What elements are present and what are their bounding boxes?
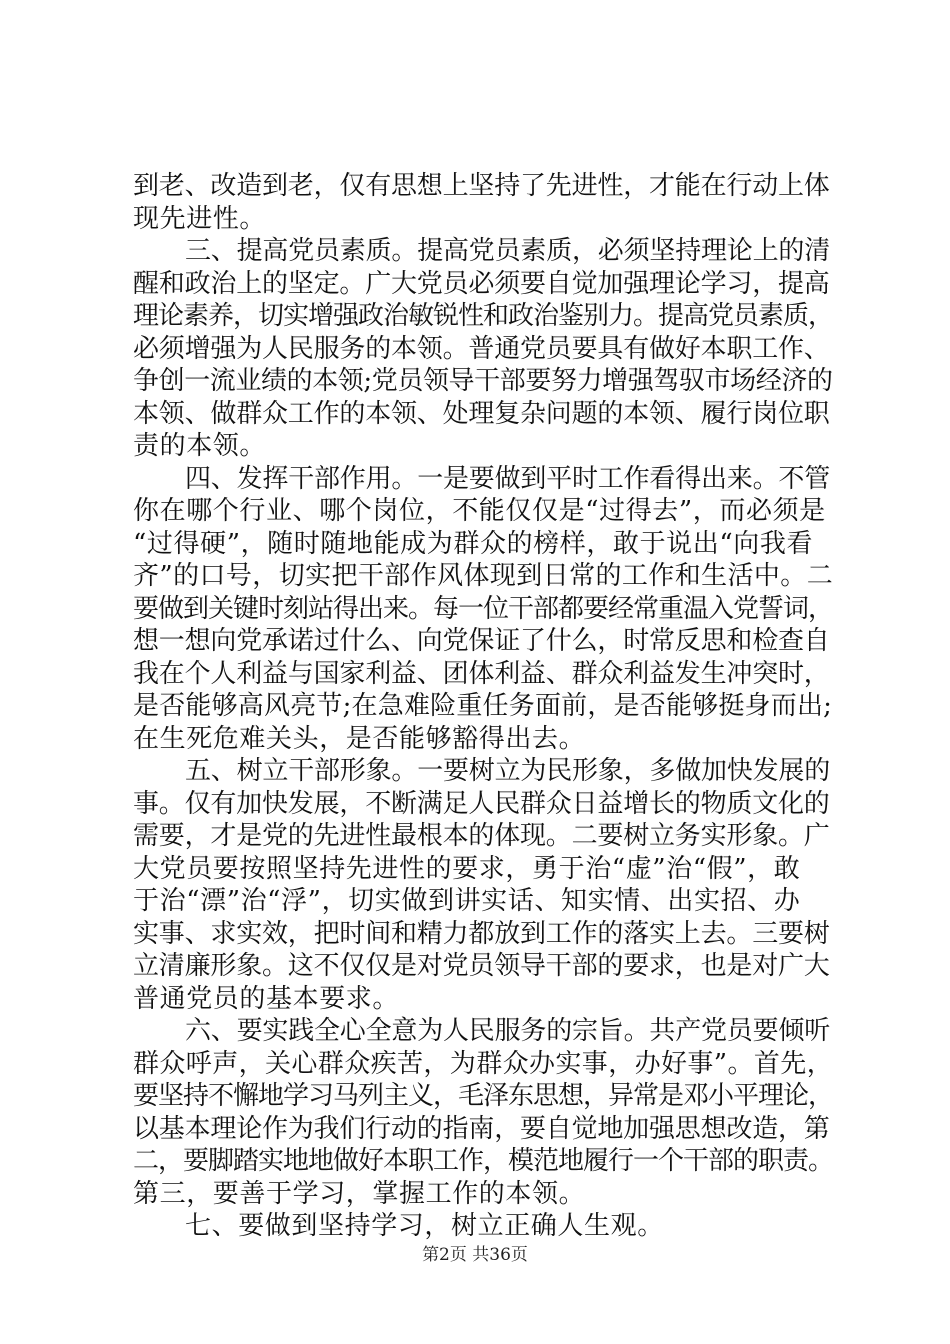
text-line: 普通党员的基本要求。 (133, 983, 400, 1014)
text-line: 争创一流业绩的本领;党员领导干部要努力增强驾驭市场经济的 (133, 366, 833, 396)
text-line: 事。仅有加快发展，不断满足人民群众日益增长的物质文化的 (133, 788, 830, 819)
text-line: “过得硬”，随时随地能成为群众的榜样，敢于说出“向我看 (133, 528, 814, 559)
text-line: 本领、做群众工作的本领、处理复杂问题的本领、履行岗位职 (133, 398, 830, 429)
text-line: 群众呼声，关心群众疾苦，为群众办实事，办好事”。首先， (133, 1048, 834, 1079)
paragraph-first-line: 四、发挥干部作用。一是要做到平时工作看得出来。不管 (185, 463, 831, 494)
text-line: 大党员要按照坚持先进性的要求，勇于治“虚”治“假”，敢 (133, 853, 801, 884)
text-line: 二，要脚踏实地地做好本职工作，模范地履行一个干部的职责。 (133, 1146, 834, 1176)
text-line: 立清廉形象。这不仅仅是对党员领导干部的要求，也是对广大 (133, 951, 830, 981)
text-line: 以基本理论作为我们行动的指南，要自觉地加强思想改造，第 (133, 1113, 830, 1144)
text-line: 必须增强为人民服务的本领。普通党员要具有做好本职工作、 (133, 333, 830, 364)
text-line: 醒和政治上的坚定。广大党员必须要自觉加强理论学习，提高 (133, 268, 830, 299)
text-line: 于治“漂”治“浮”，切实做到讲实话、知实情、出实招、办 (133, 886, 801, 916)
text-line: 理论素养，切实增强政治敏锐性和政治鉴别力。提高党员素质， (133, 301, 834, 331)
text-line: 在生死危难关头，是否能够豁得出去。 (133, 723, 586, 754)
text-line: 我在个人利益与国家利益、团体利益、群众利益发生冲突时， (133, 658, 830, 689)
text-line: 实事、求实效，把时间和精力都放到工作的落实上去。三要树 (133, 918, 830, 949)
text-line: 齐”的口号，切实把干部作风体现到日常的工作和生活中。二 (133, 561, 834, 591)
text-line: 你在哪个行业、哪个岗位，不能仅仅是“过得去”，而必须是 (133, 496, 826, 526)
text-line: 现先进性。 (133, 203, 267, 234)
text-line: 是否能够高风亮节;在急难险重任务面前，是否能够挺身而出; (133, 691, 833, 721)
text-line: 要坚持不懈地学习马列主义，毛泽东思想，异常是邓小平理论， (133, 1081, 834, 1111)
paragraph-first-line: 五、树立干部形象。一要树立为民形象，多做加快发展的 (185, 756, 831, 786)
text-line: 责的本领。 (133, 431, 267, 461)
paragraph-first-line: 三、提高党员素质。提高党员素质，必须坚持理论上的清 (185, 236, 831, 266)
paragraph-first-line: 七、要做到坚持学习，树立正确人生观。 (185, 1211, 664, 1241)
text-line: 要做到关键时刻站得出来。每一位干部都要经常重温入党誓词， (133, 593, 834, 624)
text-line: 第三，要善于学习，掌握工作的本领。 (133, 1178, 586, 1209)
text-line: 需要，才是党的先进性最根本的体现。二要树立务实形象。广 (133, 821, 830, 851)
paragraph-first-line: 六、要实践全心全意为人民服务的宗旨。共产党员要倾听 (185, 1016, 831, 1046)
page-footer: 第2页 共36页 (422, 1245, 528, 1265)
body-text (133, 170, 833, 1243)
text-line: 到老、改造到老，仅有思想上坚持了先进性，才能在行动上体 (133, 171, 830, 201)
text-line: 想一想向党承诺过什么、向党保证了什么，时常反思和检查自 (133, 626, 830, 656)
